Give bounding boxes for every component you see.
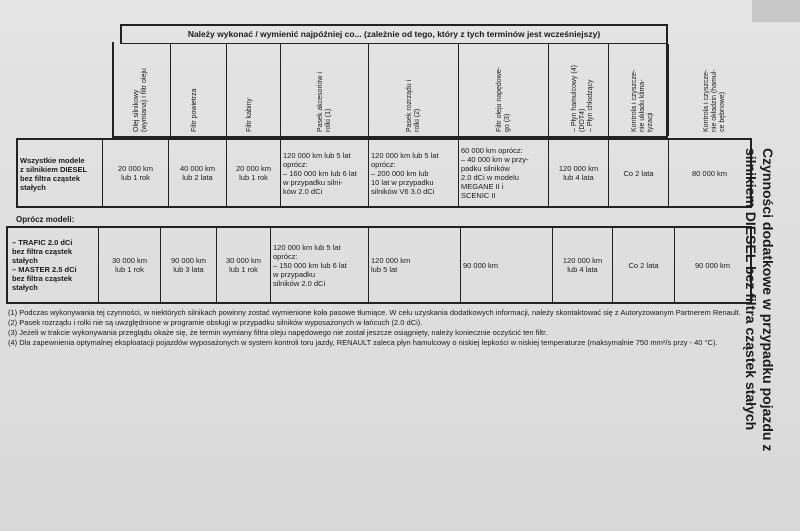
column-header-label: Pasek rozrządu i rolki (2): [406, 79, 421, 132]
table-cell: [460, 228, 552, 302]
table-header-title: Należy wykonać / wymienić najpóźniej co... (zależnie od tego, który z tych terminów jest wcześniejszy): [120, 24, 668, 44]
column-header-label: Olej silnikowy (wymiana) i filtr oleju: [133, 68, 148, 132]
column-header-label: – Płyn hamulcowy (4) (DOT4) – Płyn chłodzący: [571, 65, 594, 132]
cell-text: 120 000 km lub 5 lat oprócz: – 150 000 km lub 6 lat w przypadku silników 2.0 dCi: [273, 242, 347, 288]
table-cell: [674, 228, 750, 302]
footnote-1: (1) Podczas wykonywania tej czynności, w niektórych silnikach powinny zostać wymienione koła pasowe tłumiące. W celu uzyskania dodatkowych informacji, należy skontaktować się z Autoryzowanym Partnerem Renault.: [8, 308, 741, 317]
side-title: [742, 148, 776, 451]
table-cell: [98, 228, 160, 302]
row2-label: – TRAFIC 2.0 dCi bez filtra cząstek stałych – MASTER 2.5 dCi bez filtra cząstek stałych: [12, 238, 77, 292]
table-cell: [226, 140, 280, 206]
table-cell: [548, 140, 608, 206]
table-cell: [552, 228, 612, 302]
column-header-2: [170, 44, 226, 136]
table-cell: [368, 140, 458, 206]
column-header-label: Pasek akcesoriów i rolki (1): [317, 72, 332, 132]
column-header-7: [548, 44, 608, 136]
column-header-label: Kontrola i czyszcze- nie układu klima- tyzacji: [631, 69, 654, 132]
footnote-2: (2) Pasek rozrządu i rolki nie są uwzględnione w programie obsługi w przypadku silników wyposażonych w łańcuch (2.0 dCi).: [8, 318, 423, 327]
cell-text: 20 000 km lub 1 rok: [117, 164, 154, 182]
cell-text: 30 000 km lub 1 rok: [111, 256, 148, 274]
cell-text: 90 000 km: [694, 260, 731, 270]
row1-label: Wszystkie modele z silnikiem DIESEL bez filtra cząstek stałych: [20, 156, 88, 192]
cell-text: 30 000 km lub 1 rok: [225, 256, 262, 274]
column-header-1: [112, 44, 170, 136]
cell-text: 90 000 km lub 3 lata: [170, 256, 207, 274]
table-cell: [668, 140, 750, 206]
cell-text: 40 000 km lub 2 lata: [179, 164, 216, 182]
cell-text: 20 000 km lub 1 rok: [235, 164, 272, 182]
table-cell: [280, 140, 368, 206]
cell-text: 80 000 km: [691, 168, 728, 178]
table-cell: [368, 228, 460, 302]
column-header-9: [668, 44, 752, 136]
footnotes: [8, 308, 748, 348]
column-header-8: [608, 44, 668, 136]
table-cell: [458, 140, 548, 206]
table-cell: [216, 228, 270, 302]
cell-text: 120 000 km lub 4 lata: [558, 164, 599, 182]
table-cell: [270, 228, 368, 302]
cell-text: 120 000 km lub 5 lat: [371, 256, 411, 274]
table-cell: [608, 140, 668, 206]
side-title-line1: Czynności dodatkowe w przypadku pojazdu z: [760, 148, 776, 452]
column-header-4: [280, 44, 368, 136]
cell-text: 120 000 km lub 4 lata: [562, 256, 603, 274]
footnote-3: (3) Jeżeli w trakcie wykonywania przeglądu okaże się, że termin wymiany filtra oleju napędowego nie został jeszcze osiągnięty, należy koniecznie oczyścić ten filtr.: [8, 328, 548, 337]
section-label: Oprócz modeli:: [16, 215, 75, 224]
cell-text: 120 000 km lub 5 lat oprócz: – 160 000 km lub 6 lat w przypadku silni- ków 2.0 dCi: [283, 150, 357, 196]
cell-text: 60 000 km oprócz: – 40 000 km w przy- padku silników 2.0 dCi w modelu MEGANE II i SCENIC II: [461, 146, 529, 200]
column-header-label: Filtr powietrza: [191, 88, 198, 132]
footnote-4: (4) Dla zapewnienia optymalnej eksploatacji pojazdów wyposażonych w system kontroli toru jazdy, RENAULT zaleca płyn hamulcowy o niskiej lepkości w niskiej temperaturze (maksymalnie 750 mm²/s przy - 40 °C).: [8, 338, 718, 347]
cell-text: 90 000 km: [463, 260, 499, 270]
column-header-label: Kontrola i czyszcze- nie okładzin (hamul- ce bębnowe): [703, 69, 726, 132]
cell-text: 120 000 km lub 5 lat oprócz: – 200 000 km lub 10 lat w przypadku silników V6 3.0 dCi: [371, 150, 439, 196]
side-title-line2: silnikiem DIESEL bez filtra cząstek stałych: [743, 148, 759, 431]
table-cell: [102, 140, 168, 206]
column-header-label: Filtr kabiny: [246, 98, 253, 132]
page-edge: [752, 0, 800, 22]
column-header-label: Filtr oleju napędowe- go (3): [496, 67, 511, 132]
table-cell: [168, 140, 226, 206]
table-cell: [612, 228, 674, 302]
column-header-5: [368, 44, 458, 136]
cell-text: Co 2 lata: [623, 168, 654, 178]
column-header-6: [458, 44, 548, 136]
column-header-3: [226, 44, 280, 136]
cell-text: Co 2 lata: [628, 260, 659, 270]
table-cell: [160, 228, 216, 302]
